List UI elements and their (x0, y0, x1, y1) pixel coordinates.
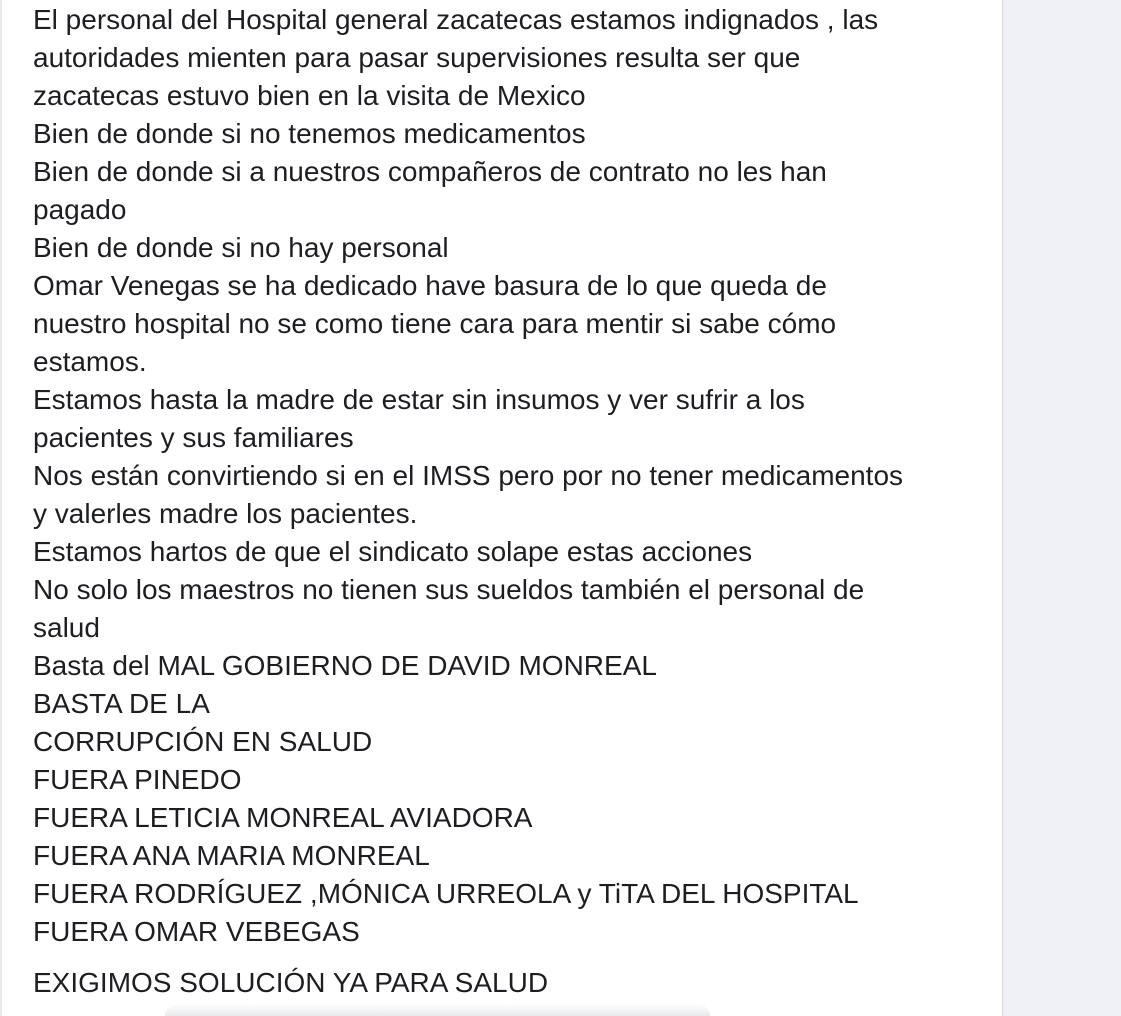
post-text-line: FUERA RODRÍGUEZ ,MÓNICA URREOLA y TiTA DEL HOSPITAL (33, 878, 859, 909)
post-text-line: Estamos hartos de que el sindicato solape estas acciones (33, 536, 753, 567)
post-text-line: FUERA ANA MARIA MONREAL (33, 840, 430, 871)
post-text-line: pacientes y sus familiares (33, 422, 354, 453)
content-left-edge-line (0, 0, 2, 1016)
post-body (33, 1, 903, 1002)
post-text-line: Bien de donde si a nuestros compañeros de contrato no les han (33, 156, 827, 187)
post-text-line: Nos están convirtiendo si en el IMSS pero por no tener medicamentos (33, 460, 904, 491)
post-text-line: Basta del MAL GOBIERNO DE DAVID MONREAL (33, 650, 657, 681)
post-text-line: Estamos hasta la madre de estar sin insumos y ver sufrir a los (33, 384, 805, 415)
post-text-line: Bien de donde si no tenemos medicamentos (33, 118, 586, 149)
post-text-line: FUERA OMAR VEBEGAS (33, 916, 360, 947)
post-paragraph-2 (33, 964, 903, 1002)
post-text-line: estamos. (33, 346, 147, 377)
post-text-line: BASTA DE LA (33, 688, 210, 719)
post-text-line: salud (33, 612, 100, 643)
post-text-line: pagado (33, 194, 127, 225)
post-text-line: FUERA PINEDO (33, 764, 242, 795)
post-text-line: nuestro hospital no se como tiene cara para mentir si sabe cómo (33, 308, 837, 339)
post-text-line: y valerles madre los pacientes. (33, 498, 418, 529)
attachment-top-edge (165, 1004, 710, 1016)
post-text-line: FUERA LETICIA MONREAL AVIADORA (33, 802, 533, 833)
post-text-line: El personal del Hospital general zacatecas estamos indignados , las (33, 4, 879, 35)
page-background-rail (1002, 0, 1121, 1016)
post-text-line: Bien de donde si no hay personal (33, 232, 449, 263)
post-paragraph-1 (33, 1, 903, 951)
post-text-line: CORRUPCIÓN EN SALUD (33, 726, 373, 757)
post-text-line: EXIGIMOS SOLUCIÓN YA PARA SALUD (33, 967, 549, 998)
post-text-line: No solo los maestros no tienen sus sueldos también el personal de (33, 574, 865, 605)
post-text-line: Omar Venegas se ha dedicado have basura de lo que queda de (33, 270, 827, 301)
post-text-line: zacatecas estuvo bien en la visita de Mexico (33, 80, 586, 111)
post-text-line: autoridades mienten para pasar supervisiones resulta ser que (33, 42, 801, 73)
